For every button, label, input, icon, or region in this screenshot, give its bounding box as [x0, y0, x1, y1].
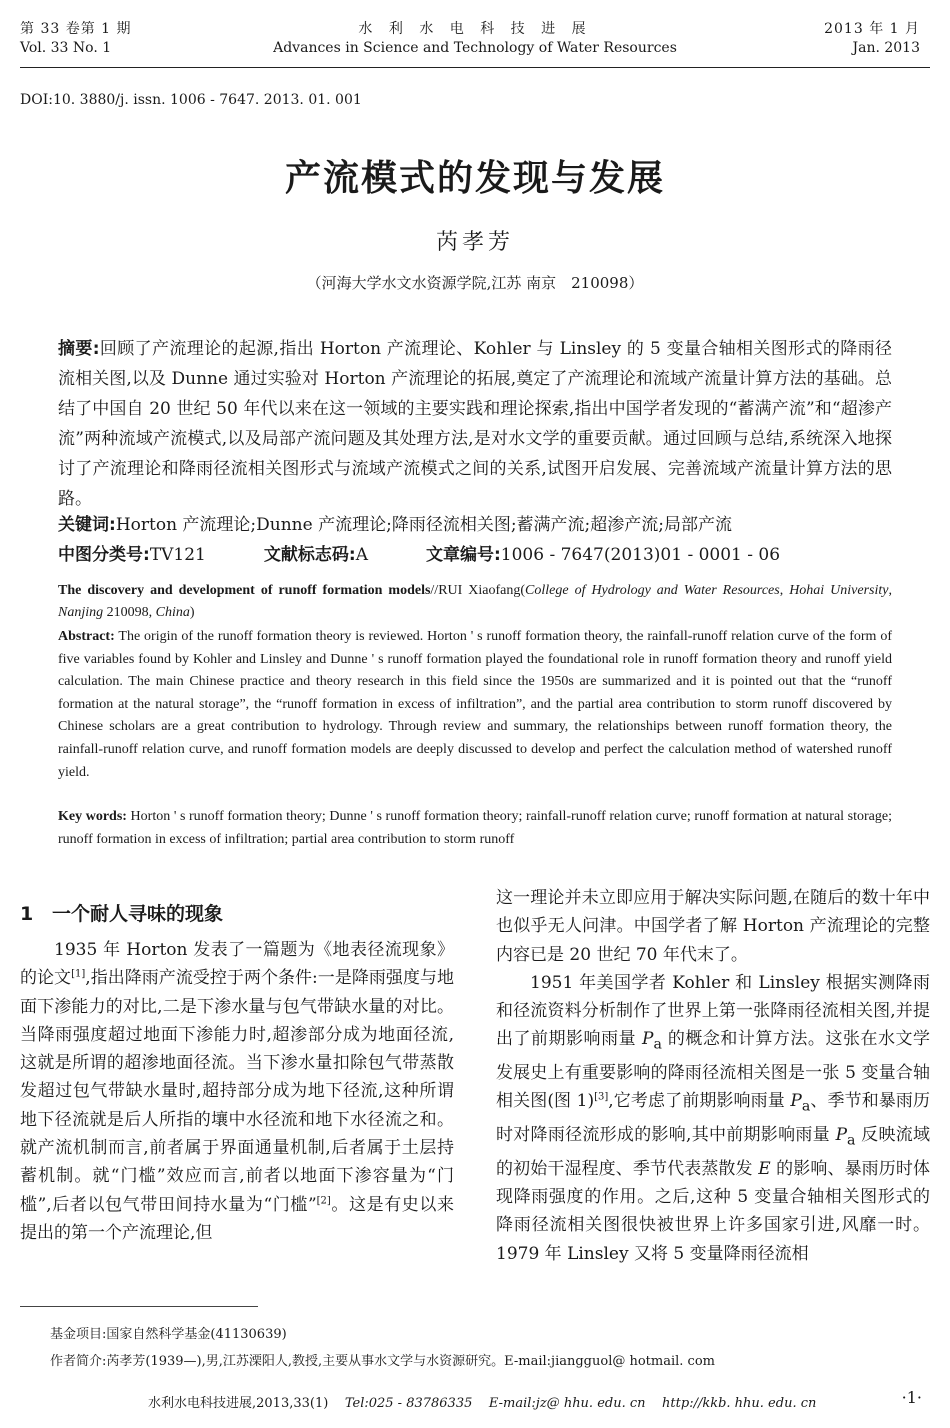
english-affil-country: China [155, 605, 190, 620]
page-number: ·1· [901, 1388, 922, 1407]
paragraph-1 [20, 936, 454, 1247]
footnote-author-bio: 作者简介:芮孝芳(1939—),男,江苏溧阳人,教授,主要从事水文学与水资源研究。E-mail:jiangguol@ hotmail. com [50, 1354, 715, 1369]
paper-affiliation: （河海大学水文水资源学院,江苏 南京 210098） [306, 274, 644, 292]
footer-website[interactable]: http://kkb. hhu. edu. cn [662, 1396, 817, 1411]
header-rule [20, 67, 930, 68]
clc-label: 中图分类号: [58, 545, 150, 565]
header-date-cn: 2013 年 1 月 [824, 21, 920, 37]
keywords-en-text: Horton ' s runoff formation theory; Dunne ' s runoff formation theory; rainfall-runoff relation curve; runoff formation at natural storage; runoff formation in excess of infiltration; partial area contribution to storm runoff [58, 809, 892, 847]
abstract-en-label: Abstract: [58, 629, 115, 644]
citation[interactable]: [3] [594, 1091, 609, 1103]
symbol-subscript: a [801, 1098, 811, 1115]
abstract-en-text: The origin of the runoff formation theory is reviewed. Horton ' s runoff formation theory, the rainfall-runoff relation curve of the form of five variables found by Kohler and Linsley and Dunne ' s runoff formation played the foundational role in runoff formation theory and runoff yield calculation. The main Chinese practice and theory research in this field since the 1950s are summarized and it is pointed out that the “runoff formation at the natural storage”, the “runoff formation in excess of infiltration”, and the partial area contribution to storm runoff discovered by Chinese scholars are a great contribution to hydrology. Through review and summary, the relationships between runoff formation theory, the rainfall-runoff relation curve, and runoff formation models are deeply discussed to develop and perfect the calculation method of watershed runoff yield. [58, 629, 892, 780]
paragraph-text: 。这是有史以来提出的第一个产流理论,但 [20, 1194, 454, 1243]
english-author: //RUI Xiaofang( [430, 583, 526, 598]
footer-email[interactable]: E-mail:jz@ hhu. edu. cn [488, 1396, 646, 1411]
footer-tel: Tel:025 - 83786335 [344, 1396, 473, 1411]
keywords-cn-text: Horton 产流理论;Dunne 产流理论;降雨径流相关图;蓄满产流;超渗产流;局部产流 [115, 515, 732, 535]
paragraph-text: 的影响、暴雨历时体现降雨强度的作用。之后,这种 5 变量合轴相关图形式的降雨径流相关图很快被世界上许多国家引进,风靡一时。1979 年 Linsley 又将 5 变量降雨径流相 [496, 1158, 931, 1264]
header-journal-en: Advances in Science and Technology of Water Resources [273, 40, 677, 56]
header-journal-cn: 水 利 水 电 科 技 进 展 [358, 21, 592, 37]
english-affil-university: Hohai University [789, 583, 889, 598]
paragraph-1-continued: 这一理论并未立即应用于解决实际问题,在随后的数十年中也似乎无人问津。中国学者了解 Horton 产流理论的完整内容已是 20 世纪 70 年代末了。 [496, 888, 930, 965]
english-title: The discovery and development of runoff formation models [58, 583, 431, 598]
keywords-cn [58, 510, 892, 540]
abstract-cn-label: 摘要: [58, 339, 100, 359]
keywords-en-label: Key words: [58, 809, 127, 824]
section-heading [20, 900, 454, 928]
symbol-p: P [642, 1029, 654, 1050]
abstract-en [58, 626, 892, 784]
citation[interactable]: [2] [316, 1195, 331, 1207]
clc-value: TV121 [149, 545, 206, 565]
header-volume-cn: 第 33 卷第 1 期 [20, 21, 132, 37]
paragraph-text: 反映流域的初始干湿程度、季节代表蒸散发 [496, 1125, 931, 1179]
article-no-label: 文章编号: [425, 545, 501, 565]
page-footer [148, 1392, 816, 1411]
keywords-cn-label: 关键词: [58, 515, 116, 535]
article-no-value: 1006 - 7647(2013)01 - 0001 - 06 [500, 545, 781, 565]
symbol-subscript: a [847, 1132, 856, 1149]
paragraph-2 [496, 969, 930, 1268]
doi: DOI:10. 3880/j. issn. 1006 - 7647. 2013. 01. 001 [20, 92, 362, 108]
footnote-funding: 基金项目:国家自然科学基金(41130639) [50, 1327, 287, 1342]
symbol-p: P [790, 1091, 802, 1112]
paragraph-text: ,指出降雨产流受控于两个条件:一是降雨强度与地面下渗能力的对比,二是下渗水量与包气带缺水量的对比。当降雨强度超过地面下渗能力时,超渗部分成为地面径流,这就是所谓的超渗地面径流。当下渗水量扣除包气带蒸散发超过包气带缺水量时,超持部分成为地下径流,这种所谓地下径流就是后人所指的壤中水径流和地下水径流之和。就产流机制而言,前者属于界面通量机制,后者属于土层持蓄机制。就“门槛”效应而言,前者以地面下渗容量为“门槛”,后者以包气带田间持水量为“门槛” [20, 968, 455, 1215]
body-left-column [20, 900, 454, 1247]
english-title-line [58, 580, 892, 624]
paragraph-text: 1935 年 Horton 发表了一篇题为《地表径流现象》的论文 [20, 940, 454, 989]
footer-journal: 水利水电科技进展,2013,33(1) [148, 1396, 329, 1411]
paragraph-text: ,它考虑了前期影响雨量 [608, 1091, 791, 1112]
symbol-p: P [835, 1125, 848, 1146]
english-affil-city: Nanjing [58, 605, 104, 620]
header-journal [0, 20, 950, 58]
english-affil-sep: , [888, 583, 892, 598]
paragraph-text: 的概念和计算方法。这张在水文学发展史上有重要影响的降雨径流相关图是一张 5 变量合轴相关图(图 1) [496, 1029, 931, 1112]
abstract-cn-text: 回顾了产流理论的起源,指出 Horton 产流理论、Kohler 与 Linsley 的 5 变量合轴相关图形式的降雨径流相关图,以及 Dunne 通过实验对 Horton 产流理论的拓展,奠定了产流理论和流域产流量计算方法的基础。总结了中国自 20 世纪 50 年代以来在这一领域的主要实践和理论探索,指出中国学者发现的“蓄满产流”和“超渗产流”两种流域产流模式,以及局部产流问题及其处理方法,是对水文学的重要贡献。通过回顾与总结,系统深入地探讨了产流理论和降雨径流相关图形式与流域产流模式之间的关系,试图开启发展、完善流域产流量计算方法的思路。 [58, 339, 892, 509]
citation[interactable]: [1] [71, 968, 86, 980]
symbol-e: E [758, 1158, 771, 1179]
section-number: 1 [20, 903, 34, 925]
header-volume-en: Vol. 33 No. 1 [20, 40, 112, 56]
body-right-column [496, 884, 930, 1268]
classification-line [58, 540, 892, 570]
english-affil-sep: , [779, 583, 790, 598]
doc-code-label: 文献标志码: [263, 545, 356, 565]
section-title: 一个耐人寻味的现象 [52, 903, 224, 925]
footnote-rule [20, 1306, 258, 1307]
english-affil-close: ) [189, 605, 195, 620]
paper-author: 芮孝芳 [435, 230, 514, 255]
english-affil-college: College of Hydrology and Water Resources [525, 583, 780, 598]
symbol-subscript: a [653, 1036, 662, 1053]
paragraph-text: 1951 年美国学者 Kohler 和 Linsley 根据实测降雨和径流资料分析制作了世界上第一张降雨径流相关图,并提出了前期影响雨量 [496, 972, 930, 1050]
header-date [824, 20, 920, 58]
doc-code-value: A [355, 545, 368, 565]
english-affil-zip: 210098, [103, 605, 156, 620]
paper-title: 产流模式的发现与发展 [284, 157, 665, 199]
paragraph-text: 、季节和暴雨历时对降雨径流形成的影响,其中前期影响雨量 [496, 1091, 931, 1146]
keywords-en [58, 806, 892, 851]
abstract-cn [58, 334, 892, 514]
header-date-en: Jan. 2013 [852, 40, 920, 56]
